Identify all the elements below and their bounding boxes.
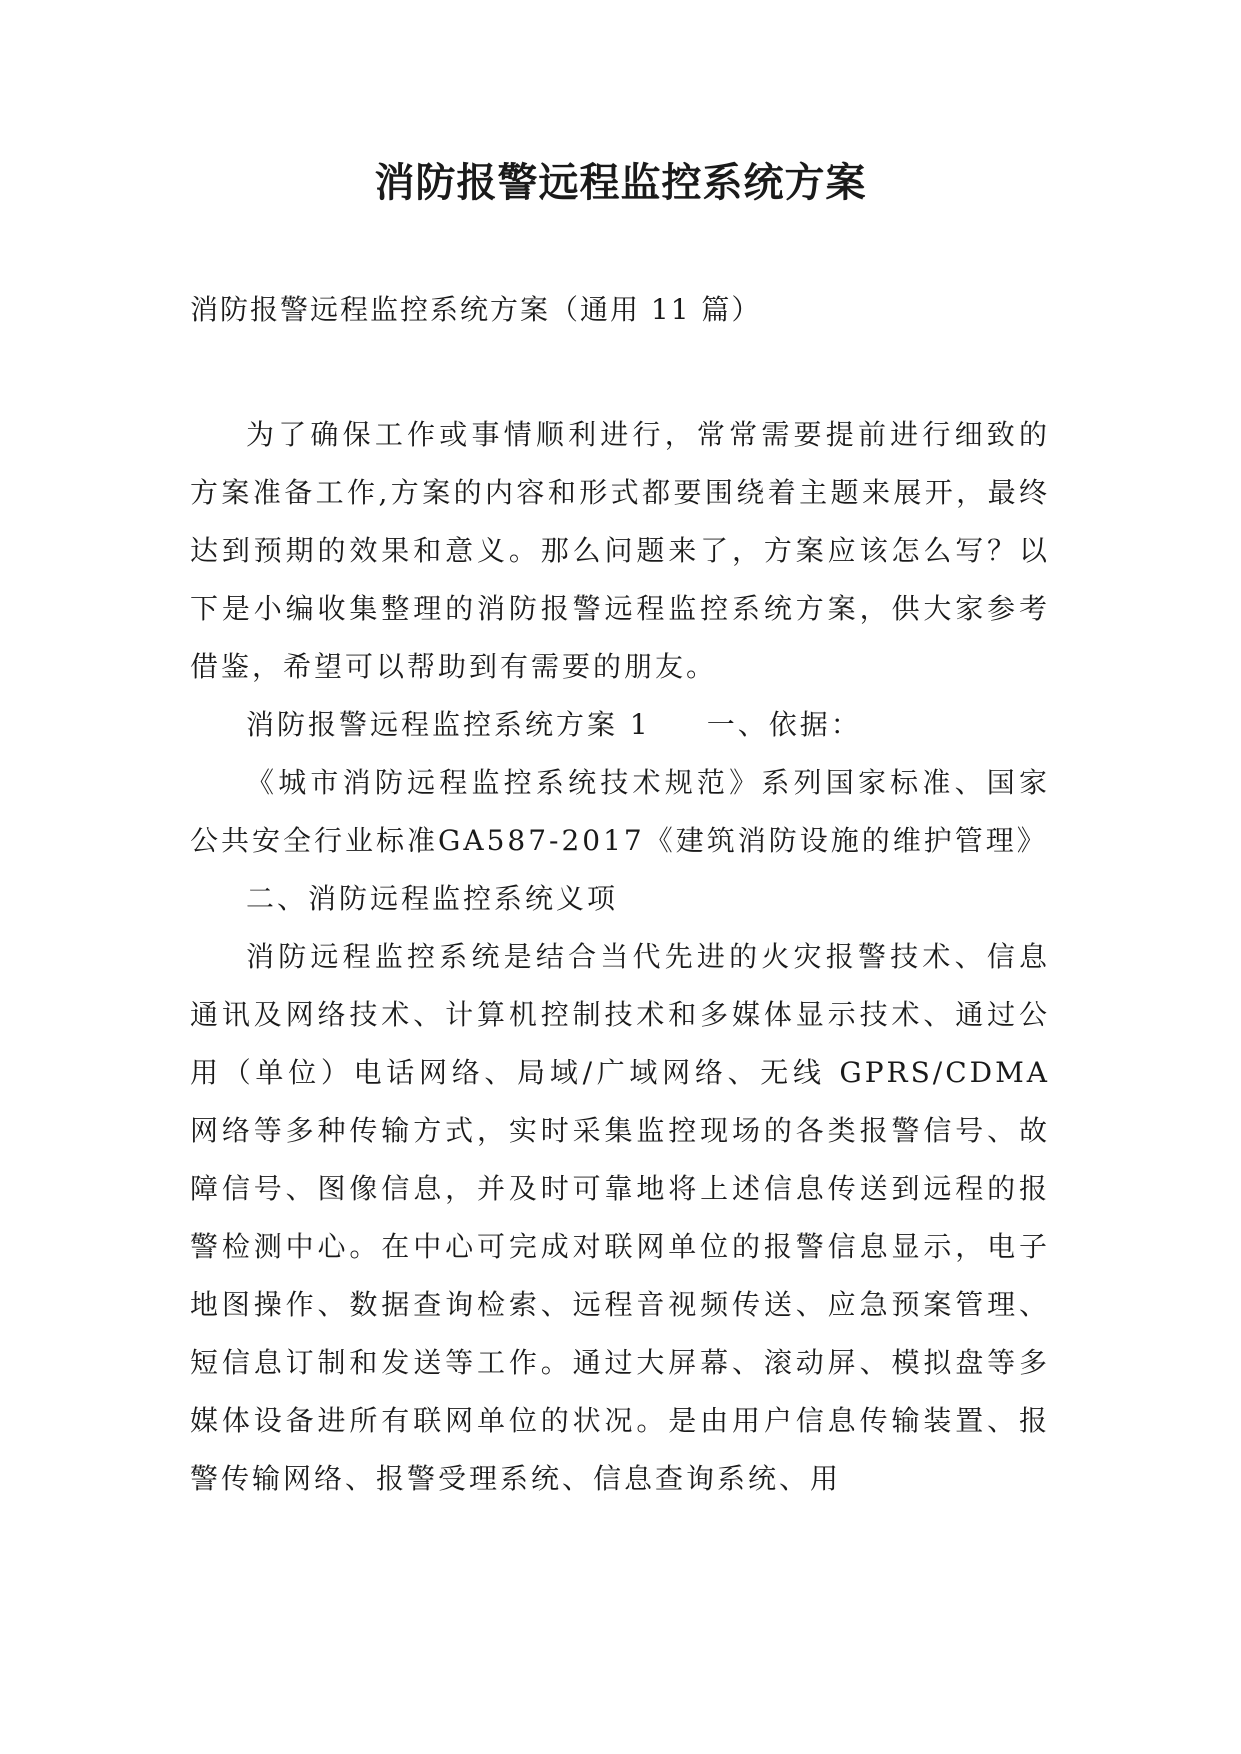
document-title: 消防报警远程监控系统方案 — [374, 160, 867, 206]
document-subtitle: 消防报警远程监控系统方案（通用 11 篇） — [190, 293, 762, 326]
section-heading: 消防报警远程监控系统方案 1 — [246, 708, 651, 741]
system-description-paragraph: 消防远程监控系统是结合当代先进的火灾报警技术、信息通讯及网络技术、计算机控制技术和多媒体显示技术、通过公用（单位）电话网络、局域/广域网络、无线 GPRS/CDMA 网络等多种传输方式，实时采集监控现场的各类报警信号、故障信号、图像信息，并及时可靠地将上述信息传送到远程的报警检测中心。在中心可完成对联网单位的报警信息显示，电子地图操作、数据查询检索、远程音视频传送、应急预案管理、短信息订制和发送等工作。通过大屏幕、滚动屏、模拟盘等多媒体设备进所有联网单位的状况。是由用户信息传输装置、报警传输网络、报警受理系统、信息查询系统、用 — [190, 940, 1050, 1495]
document-body — [190, 406, 1050, 1508]
intro-paragraph: 为了确保工作或事情顺利进行，常常需要提前进行细致的方案准备工作,方案的内容和形式都要围绕着主题来展开，最终达到预期的效果和意义。那么问题来了，方案应该怎么写？以下是小编收集整理的消防报警远程监控系统方案，供大家参考借鉴，希望可以帮助到有需要的朋友。 — [190, 418, 1050, 683]
basis-paragraph: 《城市消防远程监控系统技术规范》系列国家标准、国家公共安全行业标准GA587-2017《建筑消防设施的维护管理》 — [190, 766, 1050, 857]
section-item-heading: 二、消防远程监控系统义项 — [246, 882, 619, 915]
section-heading-line — [190, 696, 1050, 754]
section-item-basis: 一、依据： — [706, 708, 862, 741]
